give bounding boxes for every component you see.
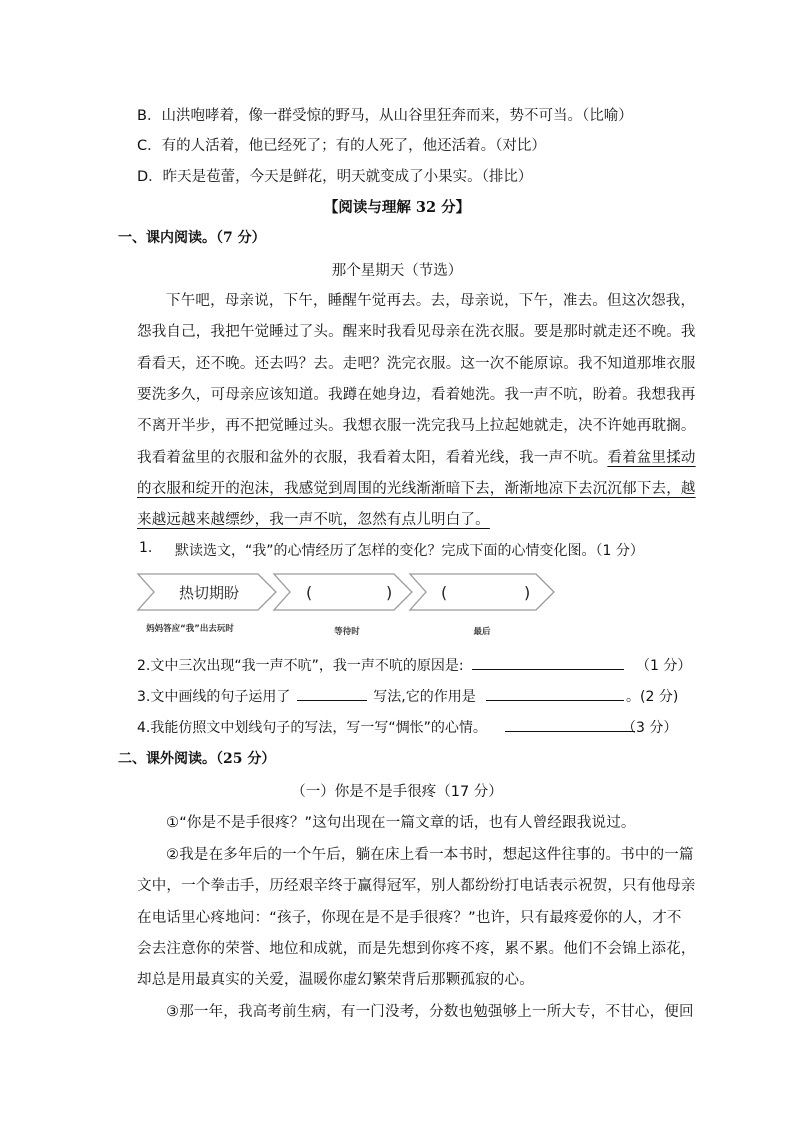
mood-stage-2-open: (: [306, 583, 313, 602]
option-b: B．山洪咆哮着，像一群受惊的野马，从山谷里狂奔而来，势不可当。（比喻）: [137, 108, 633, 124]
paragraph-3-marker: ③: [166, 1004, 180, 1020]
passage1-title: 那个星期天（节选）: [331, 263, 463, 279]
underlined-sentence-middle: 的衣服和绽开的泡沫，我感觉到周围的光线渐渐暗下去，渐渐地凉下去沉沉郁下去，越: [137, 481, 696, 497]
section-title: 【阅读与理解 32 分】: [323, 199, 471, 216]
mood-stage-3-open: (: [441, 583, 448, 602]
passage1-line-5: 不离开半步，再不把觉睡过头。我想衣服一洗完我马上拉起她就走，决不许她再耽搁。: [137, 418, 696, 434]
part1-heading: 一、课内阅读。（7 分）: [118, 230, 266, 246]
question-3-technique-blank[interactable]: [297, 686, 367, 701]
passage1-line-4: 要洗多久，可母亲应该知道。我蹲在她身边，看着她洗。我一声不吭，盼着。我想我再: [137, 387, 696, 403]
passage2-paragraph-2-line-1: [166, 843, 706, 864]
underlined-sentence-start: 看着盆里揉动: [607, 450, 696, 466]
part2-heading: 二、课外阅读。（25 分）: [118, 751, 276, 767]
mood-stage-1-label: 妈妈答应“我”出去玩时: [146, 624, 234, 634]
mood-change-diagram: [136, 572, 560, 644]
passage1-line-6: [137, 446, 696, 467]
question-3-effect-blank[interactable]: [486, 686, 624, 701]
question-2-answer-blank[interactable]: [472, 655, 624, 670]
paragraph-2-line-1-text: 我是在多年后的一个午后，躺在床上看一本书时，想起这件往事的。书中的一篇: [179, 847, 694, 863]
mood-stage-3-arrow: [410, 574, 554, 610]
question-2-text: [137, 655, 624, 675]
mood-stage-2-close: ): [386, 583, 393, 602]
passage2-paragraph-3: [166, 1000, 706, 1021]
question-1-number: 1.: [139, 540, 153, 556]
option-d: D．昨天是苞蕾，今天是鲜花，明天就变成了小果实。（排比）: [137, 169, 533, 185]
question-3-prompt-b: 写法,它的作用是: [373, 689, 476, 705]
paragraph-3-text: 那一年，我高考前生病，有一门没考，分数也勉强够上一所大专，不甘心，便回: [179, 1004, 694, 1020]
paragraph-1-marker: ①: [166, 815, 180, 831]
question-4-answer-blank[interactable]: [505, 717, 635, 732]
mood-stage-1-text: 热切期盼: [178, 584, 240, 602]
paragraph-1-text: “你是不是手很疼？”这句出现在一篇文章的话，也有人曾经跟我说过。: [179, 815, 636, 831]
passage2-paragraph-2-line-2: 文中，一个拳击手，历经艰辛终于赢得冠军，别人都纷纷打电话表示祝贺，只有他母亲: [137, 878, 696, 894]
paragraph-2-marker: ②: [166, 847, 180, 863]
passage1-line-1: 下午吧，母亲说，下午，睡醒午觉再去。去，母亲说，下午，准去。但这次怨我，: [166, 293, 696, 309]
underlined-sentence-end: 来越远越来越缥纱，我一声不吭，忽然有点儿明白了。: [137, 512, 490, 528]
question-4-score: （3 分）: [622, 720, 678, 736]
passage2-paragraph-2-line-5: 却总是用最真实的关爱，温暖你虚幻繁荣背后那颗孤寂的心。: [137, 972, 534, 988]
mood-stage-2-label: 等待时: [334, 627, 360, 637]
question-2-score: （1 分）: [636, 658, 692, 674]
question-2-prompt: 2.文中三次出现“我一声不吭”，我一声不吭的原因是:: [137, 658, 464, 674]
question-3-prompt-a: 3.文中画线的句子运用了: [137, 689, 291, 705]
question-4-text: [137, 717, 635, 737]
passage2-paragraph-1: [166, 811, 706, 832]
passage2-title: （一）你是不是手很疼（17 分）: [291, 784, 503, 800]
question-4-prompt: 4.我能仿照文中划线句子的写法，写一写“惆怅”的心情。: [137, 720, 487, 736]
passage1-line-3: 看看天，还不晚。还去吗？去。走吧？洗完衣服。这一次不能原谅。我不知道那堆衣服: [137, 356, 696, 372]
mood-stage-3-label: 最后: [473, 627, 491, 637]
question-3-score: 。(2 分): [626, 689, 679, 705]
passage1-line-6-plain: 我看着盆里的衣服和盆外的衣服，我看着太阳，看着光线，我一声不吭。: [137, 450, 608, 466]
option-c: C．有的人活着，他已经死了；有的人死了，他还活着。（对比）: [137, 138, 546, 154]
passage2-paragraph-2-line-3: 在电话里心疼地问：“孩子，你现在是不是手很疼？”也许，只有最疼爱你的人，才不: [137, 910, 682, 926]
passage1-line-2: 怨我自己，我把午觉睡过了头。醒来时我看见母亲在洗衣服。要是那时就走还不晚。我: [137, 324, 696, 340]
mood-stage-3-close: ): [524, 583, 531, 602]
question-3-text: [137, 686, 624, 706]
passage2-paragraph-2-line-4: 会去注意你的荣誉、地位和成就，而是先想到你疼不疼，累不累。他们不会锦上添花，: [137, 941, 696, 957]
question-1-text: 默读选文，“我”的心情经历了怎样的变化？完成下面的心情变化图。（1 分）: [175, 543, 644, 559]
